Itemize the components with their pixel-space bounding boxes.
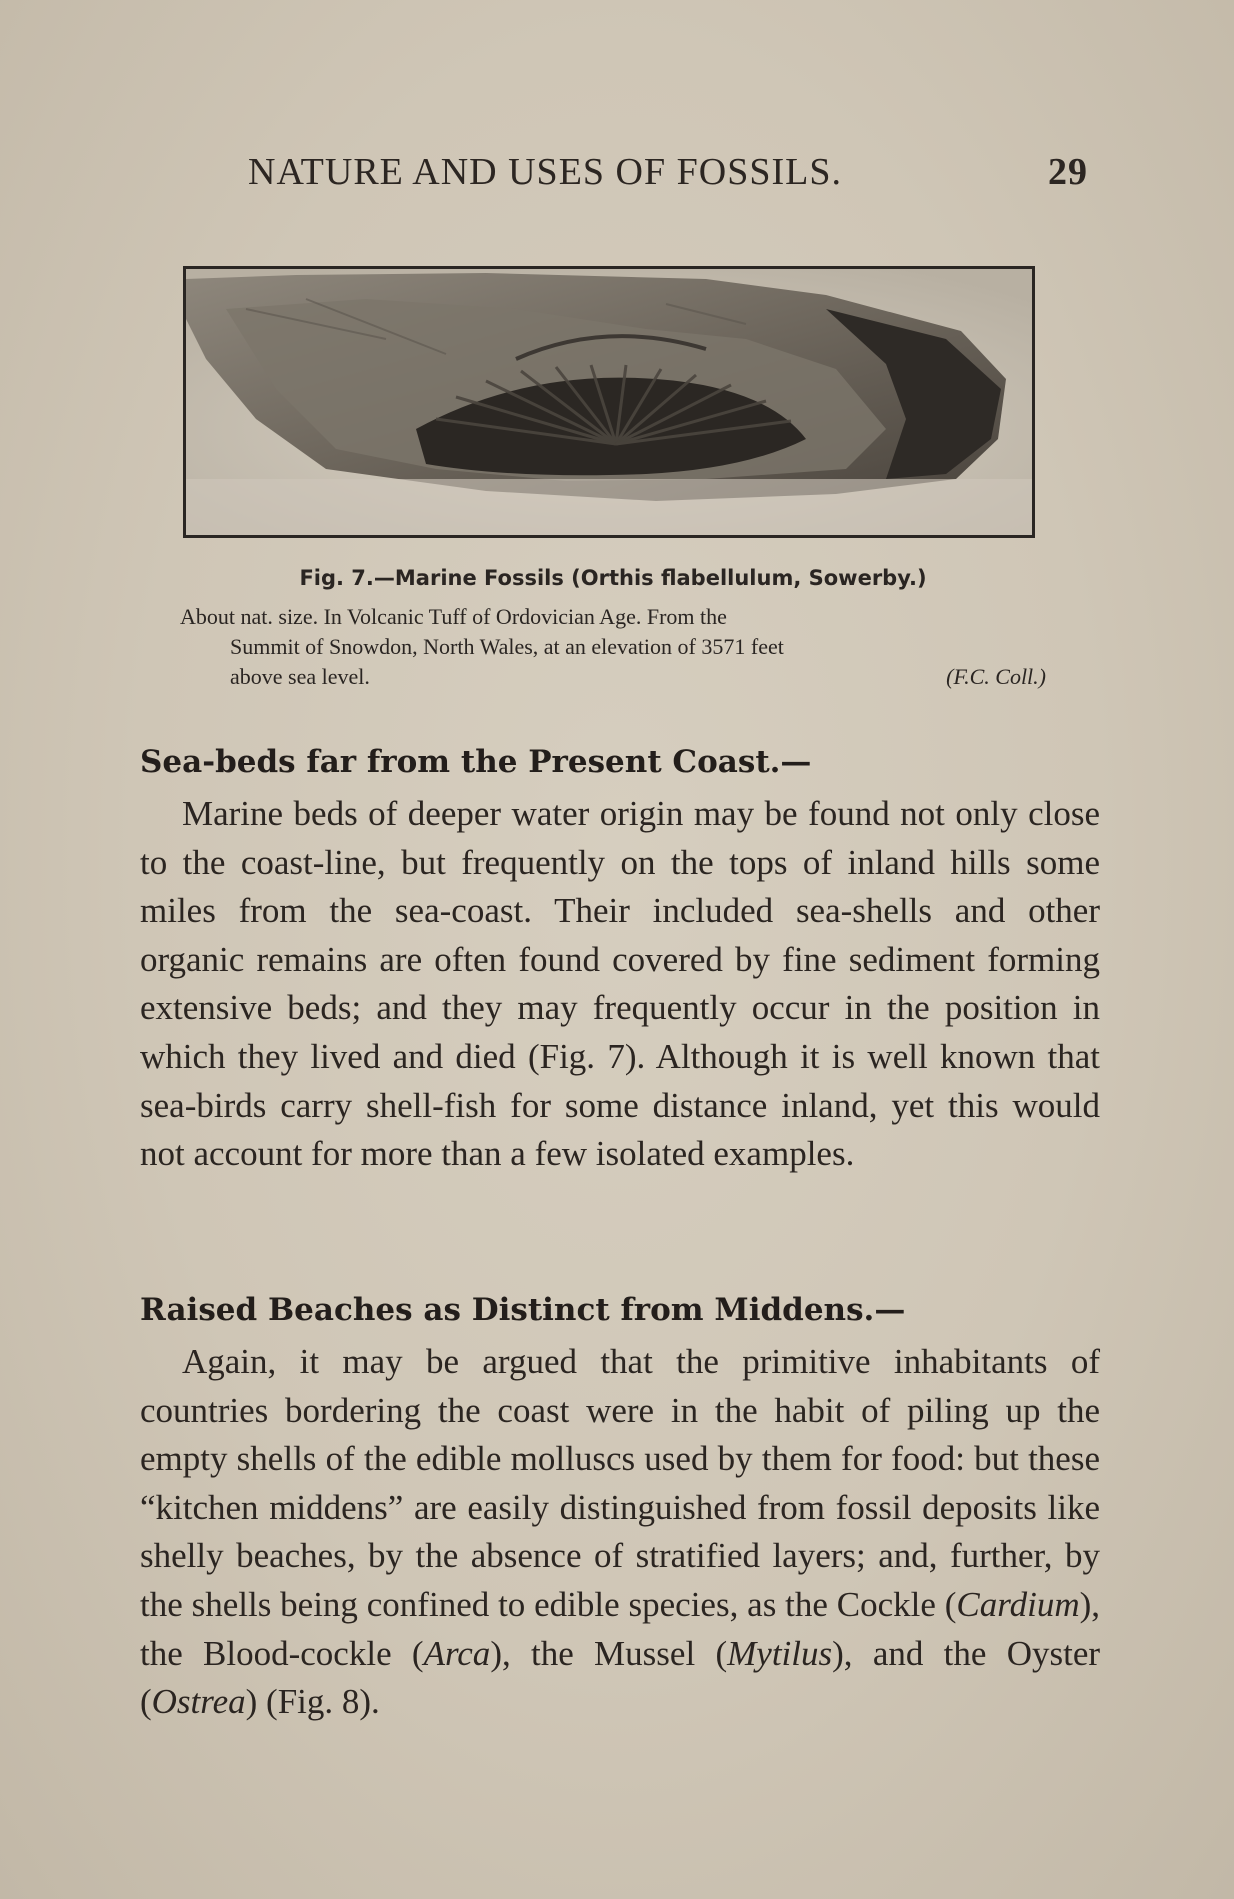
caption-line-1: About nat. size. In Volcanic Tuff of Ordovician Age. From the	[180, 604, 727, 629]
caption-line-3	[180, 662, 1046, 692]
genus-ostrea: Ostrea	[151, 1682, 246, 1722]
fossil-photograph	[183, 266, 1035, 538]
figure-caption	[180, 566, 1046, 692]
caption-title: Fig. 7.—Marine Fossils (Orthis flabellulum, Sowerby.)	[299, 566, 927, 590]
text-run: ) (Fig. 8).	[245, 1682, 380, 1722]
genus-cardium: Cardium	[956, 1584, 1080, 1624]
caption-line-2: Summit of Snowdon, North Wales, at an elevation of 3571 feet	[230, 634, 784, 659]
paragraph-text	[140, 1338, 1100, 1727]
text-run: Again, it may be argued that the primitive inhabitants of countries bordering the coast were in the habit of piling up the empty shells of the edible molluscs used by them for food: but these “kitchen middens” are easily distinguished from fossil deposits like shelly beaches, by the absence of stratified layers; and, further, by the shells being confined to edible species, as the Cockle (	[140, 1342, 1100, 1624]
section-heading-raised-beaches: Raised Beaches as Distinct from Middens.—	[140, 1292, 906, 1328]
section-heading-sea-beds: Sea-beds far from the Present Coast.—	[140, 744, 812, 780]
paragraph-text: Marine beds of deeper water origin may be found not only close to the coast-line, but frequently on the tops of inland hills some miles from the sea-coast. Their included sea-shells and other organic remains are often found covered by fine sediment forming extensive beds; and they may frequently occur in the position in which they lived and died (Fig. 7). Although it is well known that sea-birds carry shell-fish for some distance inland, yet this would not account for more than a few isolated examples.	[140, 794, 1100, 1174]
genus-arca: Arca	[423, 1633, 491, 1673]
section-paragraph-raised-beaches	[140, 1338, 1100, 1727]
text-run: ), the Mussel (	[490, 1633, 728, 1673]
page-number: 29	[1048, 151, 1088, 193]
caption-credit: (F.C. Coll.)	[946, 664, 1046, 689]
running-head-title: NATURE AND USES OF FOSSILS.	[248, 151, 842, 193]
section-paragraph-sea-beds	[140, 790, 1100, 1179]
text-run: ), the Blood-cockle (	[140, 1584, 1100, 1673]
genus-mytilus: Mytilus	[727, 1633, 833, 1673]
fossil-illustration	[186, 269, 1032, 535]
caption-body	[180, 602, 1046, 692]
text-run: ), and the Oyster (	[140, 1633, 1101, 1722]
caption-line-3-text: above sea level.	[230, 664, 370, 689]
